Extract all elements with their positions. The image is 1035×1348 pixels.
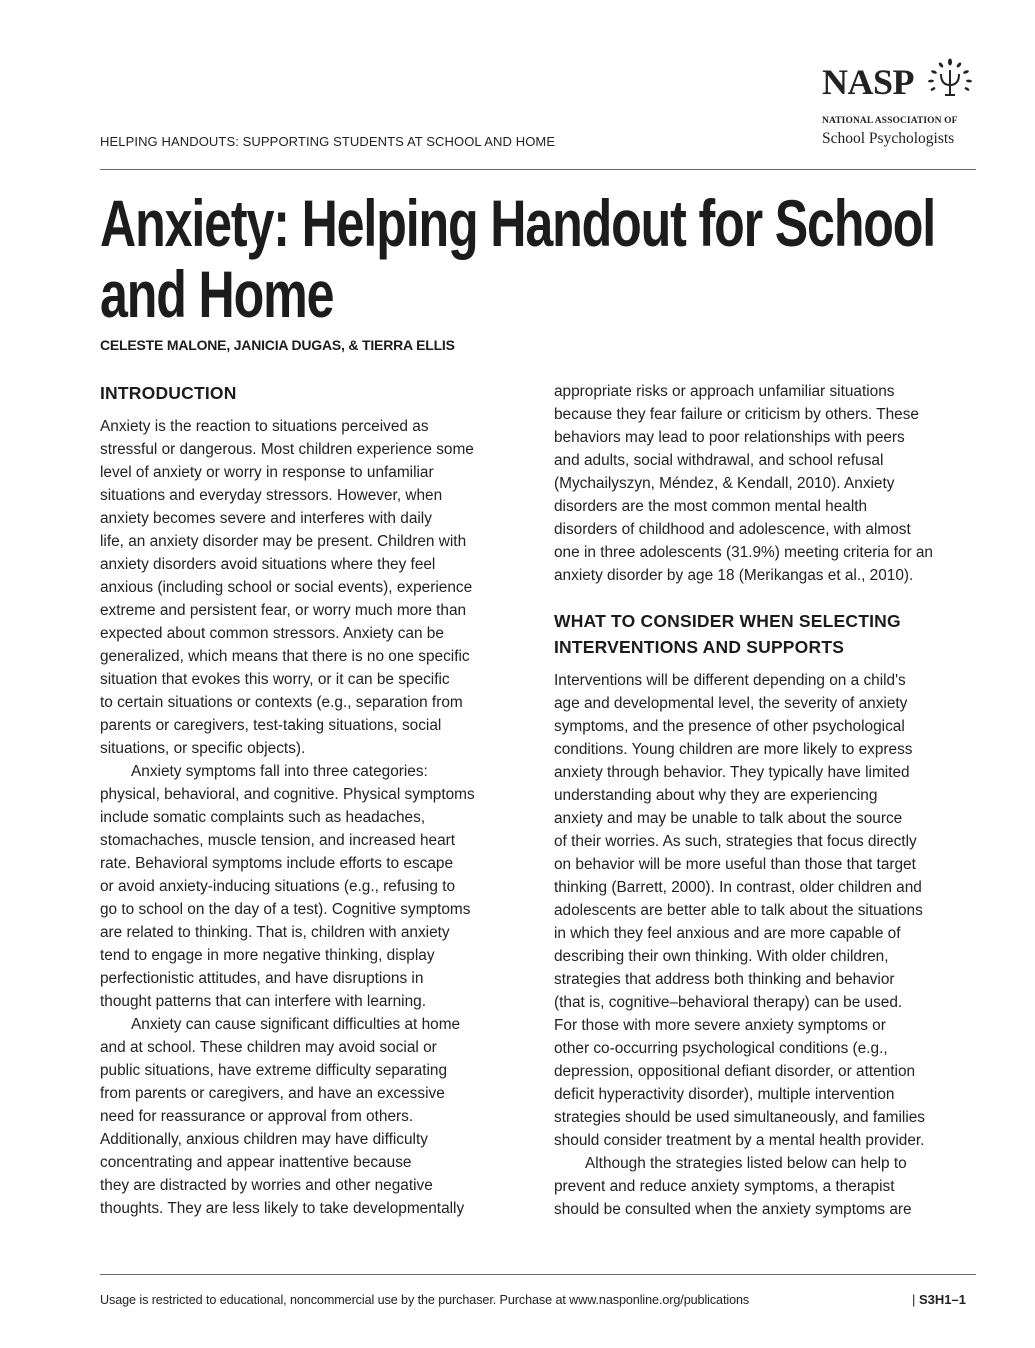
text-line: behaviors may lead to poor relationships with peers [554,429,905,446]
intro-paragraph-3 [100,1013,530,1220]
text-line: of their worries. As such, strategies that focus directly [554,833,917,850]
text-line: thinking (Barrett, 2000). In contrast, older children and [554,879,922,896]
text-line: Although the strategies listed below can help to [585,1155,907,1172]
text-line: Additionally, anxious children may have difficulty [100,1131,428,1148]
usage-notice: Usage is restricted to educational, noncommercial use by the purchaser. Purchase at www.nasponline.org/publications [100,1292,750,1307]
text-line: on behavior will be more useful than those that target [554,856,916,873]
text-line: stressful or dangerous. Most children experience some [100,441,474,458]
text-line: Anxiety is the reaction to situations perceived as [100,418,429,435]
text-line: deficit hyperactivity disorder), multiple intervention [554,1086,895,1103]
interventions-paragraph-1 [554,669,984,1152]
text-line: should be consulted when the anxiety symptoms are [554,1201,912,1218]
text-line: should consider treatment by a mental health provider. [554,1132,925,1149]
text-line: prevent and reduce anxiety symptoms, a therapist [554,1178,895,1195]
text-line: depression, oppositional defiant disorder, or attention [554,1063,916,1080]
text-line: anxious (including school or social events), experience [100,579,473,596]
text-line: generalized, which means that there is no one specific [100,648,470,665]
text-line: tend to engage in more negative thinking, display [100,947,435,964]
logo-org-line2: School Psychologists [822,130,955,147]
text-line: strategies should be used simultaneously, and families [554,1109,926,1126]
footer-separator: | [912,1292,916,1307]
text-line: one in three adolescents (31.9%) meeting criteria for an [554,544,933,561]
nasp-logo [822,58,982,153]
text-line: expected about common stressors. Anxiety can be [100,625,444,642]
intro-paragraph-1 [100,415,530,760]
intro-paragraph-2 [100,760,530,1013]
section-heading-interventions [554,608,984,660]
right-column [554,380,984,1221]
text-line: or avoid anxiety-inducing situations (e.g., refusing to [100,878,456,895]
text-line: situations and everyday stressors. However, when [100,487,443,504]
text-line: life, an anxiety disorder may be present. Children with [100,533,467,550]
series-label: HELPING HANDOUTS: SUPPORTING STUDENTS AT SCHOOL AND HOME [100,134,556,149]
page-number: S3H1–1 [919,1292,966,1307]
text-line: symptoms, and the presence of other psychological [554,718,905,735]
text-line: disorders are the most common mental health [554,498,868,515]
text-line: parents or caregivers, test-taking situations, social [100,717,442,734]
text-line: situation that evokes this worry, or it can be specific [100,671,450,688]
text-line: anxiety through behavior. They typically have limited [554,764,910,781]
footer-divider [100,1274,976,1275]
text-line: anxiety disorder by age 18 (Merikangas et al., 2010). [554,567,914,584]
text-line: thoughts. They are less likely to take developmentally [100,1200,465,1217]
text-line: physical, behavioral, and cognitive. Physical symptoms [100,786,475,803]
text-line: understanding about why they are experiencing [554,787,878,804]
text-line: are related to thinking. That is, children with anxiety [100,924,450,941]
text-line: conditions. Young children are more likely to express [554,741,913,758]
text-line: (that is, cognitive–behavioral therapy) can be used. [554,994,903,1011]
text-line: include somatic complaints such as headaches, [100,809,426,826]
text-line: and at school. These children may avoid social or [100,1039,437,1056]
text-line: describing their own thinking. With older children, [554,948,889,965]
text-line: thought patterns that can interfere with learning. [100,993,426,1010]
text-line: (Mychailyszyn, Méndez, & Kendall, 2010). Anxiety [554,475,895,492]
section-heading-introduction: INTRODUCTION [100,383,237,403]
text-line: in which they feel anxious and are more capable of [554,925,901,942]
text-line: appropriate risks or approach unfamiliar situations [554,383,895,400]
text-line: Anxiety can cause significant difficulties at home [131,1016,461,1033]
text-line: anxiety disorders avoid situations where they feel [100,556,436,573]
text-line: situations, or specific objects). [100,740,306,757]
interventions-paragraph-2 [554,1152,984,1221]
text-line: Interventions will be different depending on a child's [554,672,906,689]
text-line: Anxiety symptoms fall into three categories: [131,763,428,780]
text-line: need for reassurance or approval from others. [100,1108,414,1125]
text-line: stomachaches, muscle tension, and increased heart [100,832,456,849]
text-line: concentrating and appear inattentive because [100,1154,412,1171]
text-line: and adults, social withdrawal, and school refusal [554,452,884,469]
text-line: strategies that address both thinking and behavior [554,971,895,988]
left-column [100,380,530,1220]
title-line-2: and Home [100,257,334,331]
title-line-1: Anxiety: Helping Handout for School [100,186,936,260]
text-line: For those with more severe anxiety symptoms or [554,1017,886,1034]
text-line: from parents or caregivers, and have an excessive [100,1085,445,1102]
text-line: go to school on the day of a test). Cognitive symptoms [100,901,471,918]
page-title [100,188,936,330]
text-line: anxiety becomes severe and interferes with daily [100,510,432,527]
text-line: perfectionistic attitudes, and have disruptions in [100,970,424,987]
text-line: extreme and persistent fear, or worry much more than [100,602,467,619]
text-line: age and developmental level, the severity of anxiety [554,695,908,712]
text-line: anxiety and may be unable to talk about the source [554,810,903,827]
header-divider [100,169,976,170]
text-line: adolescents are better able to talk about the situations [554,902,923,919]
text-line: because they fear failure or criticism by others. These [554,406,919,423]
text-line: rate. Behavioral symptoms include efforts to escape [100,855,454,872]
authors: CELESTE MALONE, JANICIA DUGAS, & TIERRA ELLIS [100,337,455,353]
heading-line-1: WHAT TO CONSIDER WHEN SELECTING [554,611,901,631]
page-code [912,1292,966,1307]
text-line: to certain situations or contexts (e.g., separation from [100,694,463,711]
heading-line-2: INTERVENTIONS AND SUPPORTS [554,637,845,657]
text-line: disorders of childhood and adolescence, with almost [554,521,911,538]
logo-org-line1: NATIONAL ASSOCIATION OF [822,116,958,126]
text-line: public situations, have extreme difficulty separating [100,1062,448,1079]
text-line: other co-occurring psychological conditions (e.g., [554,1040,888,1057]
psi-leaves-icon [922,58,978,102]
logo-wordmark: NASP [822,62,915,102]
continued-paragraph [554,380,984,587]
text-line: level of anxiety or worry in response to unfamiliar [100,464,434,481]
text-line: they are distracted by worries and other negative [100,1177,433,1194]
